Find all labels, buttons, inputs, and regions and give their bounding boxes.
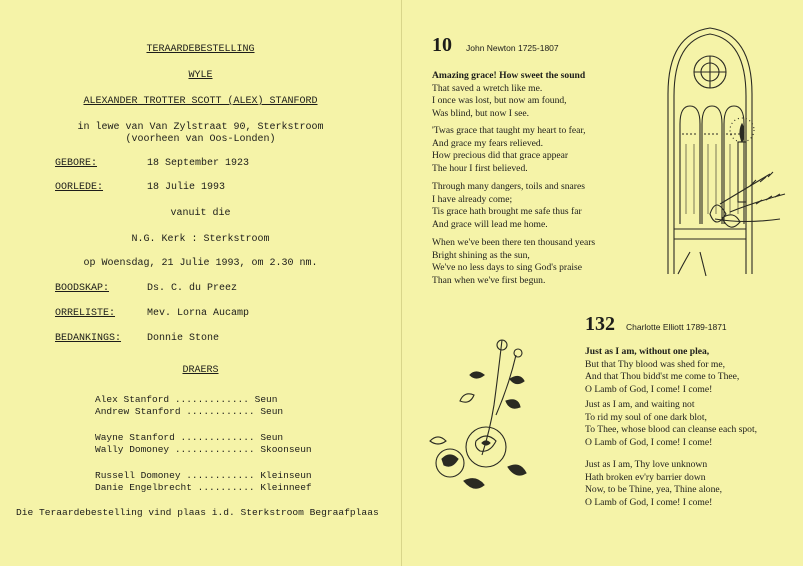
service-date: op Woensdag, 21 Julie 1993, om 2.30 nm. — [83, 258, 318, 269]
verse-line: That saved a wretch like me. — [432, 82, 543, 94]
died-date: 18 Julie 1993 — [147, 182, 226, 193]
verse-line: Tis grace hath brought me safe thus far — [432, 206, 582, 218]
verse-line: How precious did that grace appear — [432, 150, 569, 162]
hymn-verse — [432, 181, 585, 231]
bearer-item: Wally Domoney .............. Skoonseun — [95, 444, 312, 455]
verse-line: Just as I am, without one plea, — [585, 346, 710, 357]
hymn-number: 10 — [432, 34, 452, 56]
hymn-verse — [432, 237, 595, 287]
burial-note: Die Teraardebestelling vind plaas i.d. Sterkstroom Begraafplaas — [16, 507, 379, 518]
hymn-verse — [432, 125, 586, 175]
verse-line: Bright shining as the sun, — [432, 249, 530, 261]
bearer-item: Andrew Stanford ............ Seun — [95, 406, 284, 417]
verse-line: Now, to be Thine, yea, Thine alone, — [585, 484, 723, 496]
verse-line: 'Twas grace that taught my heart to fear, — [432, 125, 586, 136]
verse-line: To rid my soul of one dark blot, — [585, 411, 707, 423]
died-label: OORLEDE: — [55, 182, 104, 193]
verse-line: Hath broken ev'ry barrier down — [585, 471, 706, 483]
hymn-verse — [585, 459, 722, 509]
verse-line: O Lamb of God, I come! I come! — [585, 436, 713, 448]
verse-line: We've no less days to sing God's praise — [432, 262, 583, 274]
former-residence: (voorheen van Oos-Londen) — [125, 134, 276, 145]
vanuit-line: vanuit die — [170, 208, 231, 219]
hymn-verse — [585, 399, 757, 449]
service-title: TERAARDEBESTELLING — [146, 44, 255, 55]
hymn-author: John Newton 1725-1807 — [466, 43, 559, 53]
verse-line: Was blind, but now I see. — [432, 107, 530, 119]
verse-line: I have already come; — [432, 193, 513, 205]
verse-line: Through many dangers, toils and snares — [432, 181, 585, 192]
verse-line: And that Thou bidd'st me come to Thee, — [585, 371, 740, 383]
bearers-heading: DRAERS — [182, 365, 219, 376]
verse-line: To Thee, whose blood can cleanse each spot, — [585, 424, 758, 436]
bearer-item: Wayne Stanford ............. Seun — [95, 432, 284, 443]
born-date: 18 September 1923 — [147, 158, 250, 169]
verse-line: Amazing grace! How sweet the sound — [432, 70, 586, 81]
thanks-name: Donnie Stone — [147, 333, 220, 344]
verse-line: O Lamb of God, I come! I come! — [585, 383, 713, 395]
verse-line: Than when we've first begun. — [432, 274, 546, 286]
minister-name: Ds. C. du Preez — [147, 283, 238, 294]
born-label: GEBORE: — [55, 158, 98, 169]
verse-line: Just as I am, Thy love unknown — [585, 459, 708, 470]
verse-line: I once was lost, but now am found, — [432, 95, 567, 107]
verse-line: Just as I am, and waiting not — [585, 399, 695, 410]
hymn-verse — [432, 70, 585, 120]
verse-line: And grace will lead me home. — [432, 218, 548, 230]
verse-line: O Lamb of God, I come! I come! — [585, 496, 713, 508]
right-page — [402, 0, 803, 566]
thanks-label: BEDANKINGS: — [55, 333, 122, 344]
deceased-name: ALEXANDER TROTTER SCOTT (ALEX) STANFORD — [83, 96, 318, 107]
hymn-author: Charlotte Elliott 1789-1871 — [626, 322, 727, 332]
hymn-verse — [585, 346, 739, 396]
address-line: in lewe van Van Zylstraat 90, Sterkstroom — [77, 122, 324, 133]
bearer-item: Danie Engelbrecht .......... Kleinneef — [95, 482, 312, 493]
bearer-item: Russell Domoney ............ Kleinseun — [95, 470, 312, 481]
verse-line: The hour I first believed. — [432, 162, 528, 174]
hymn-number: 132 — [585, 313, 615, 335]
bearer-item: Alex Stanford ............. Seun — [95, 394, 278, 405]
church-name: N.G. Kerk : Sterkstroom — [131, 234, 270, 245]
verse-line: And grace my fears relieved. — [432, 137, 544, 149]
verse-line: When we've been there ten thousand years — [432, 237, 596, 248]
church-window-illustration — [660, 24, 790, 279]
verse-line: But that Thy blood was shed for me, — [585, 358, 725, 370]
message-label: BOODSKAP: — [55, 283, 110, 294]
rose-bouquet-illustration — [424, 335, 544, 495]
organist-label: ORRELISTE: — [55, 308, 116, 319]
organist-name: Mev. Lorna Aucamp — [147, 308, 250, 319]
wyle-heading: WYLE — [188, 70, 213, 81]
